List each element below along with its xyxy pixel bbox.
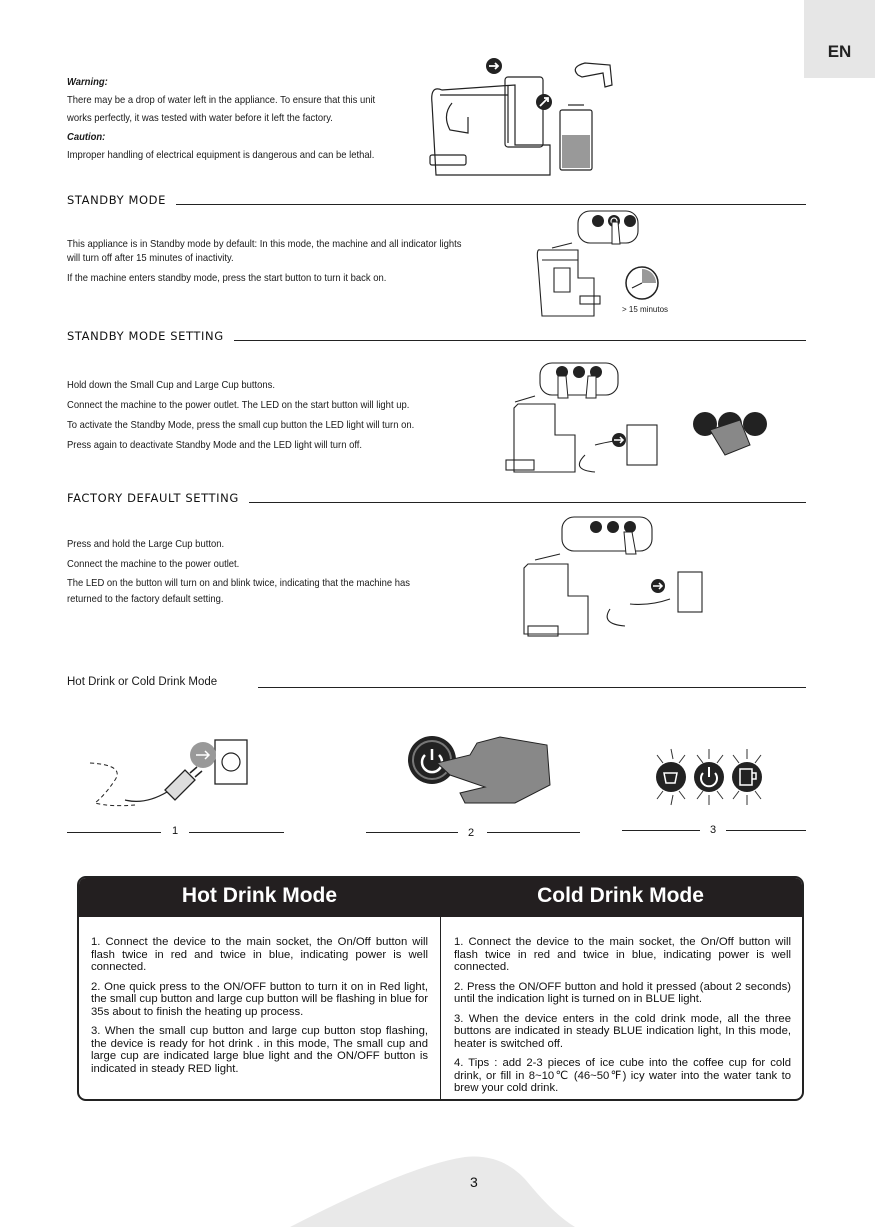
socket-icon bbox=[215, 740, 247, 784]
warning-label: Warning: bbox=[67, 76, 108, 88]
small-cup-icon bbox=[656, 762, 686, 792]
standby-line3: If the machine enters standby mode, press the start button to turn it back on. bbox=[67, 272, 387, 284]
warning-text-line2: works perfectly, it was tested with water before it left the factory. bbox=[67, 112, 333, 124]
factory-title: FACTORY DEFAULT SETTING bbox=[67, 491, 249, 505]
standby-setting-text bbox=[67, 376, 414, 456]
water-tank-illustration bbox=[420, 55, 640, 180]
step3-number: 3 bbox=[710, 824, 717, 836]
hand-icon bbox=[437, 737, 550, 803]
factory-line3: The LED on the button will turn on and blink twice, indicating that the machine has bbox=[67, 577, 411, 589]
step3-rule-left bbox=[622, 830, 700, 831]
factory-line1: Press and hold the Large Cup button. bbox=[67, 538, 225, 550]
clock-icon bbox=[626, 267, 658, 299]
power-icon bbox=[694, 762, 724, 792]
step2-rule-left bbox=[366, 832, 458, 833]
mode-table-divider bbox=[440, 917, 441, 1101]
step1-number: 1 bbox=[172, 825, 179, 837]
arrow-right-icon bbox=[190, 742, 216, 768]
step3-rule-right bbox=[726, 830, 806, 831]
standby-setting-title: STANDBY MODE SETTING bbox=[67, 329, 234, 343]
factory-text bbox=[67, 536, 410, 610]
step2-number: 2 bbox=[468, 827, 475, 839]
standby-setting-line2: Connect the machine to the power outlet. The LED on the start button will light up. bbox=[67, 399, 410, 411]
language-tab bbox=[804, 0, 875, 78]
arrow-up-icon bbox=[536, 94, 552, 110]
cold-step-1: 1. Connect the device to the main socket, the On/Off button will flash twice in red and twice in blue, indicating power is well connected. bbox=[454, 936, 791, 973]
hot-step-2: 2. One quick press to the ON/OFF button to turn it on in Red light, the small cup button and large cup button will be flashing in blue for 35s about to finish the heating up process. bbox=[91, 980, 428, 1018]
factory-line2: Connect the machine to the power outlet. bbox=[67, 557, 240, 570]
caution-text: Improper handling of electrical equipment is dangerous and can be lethal. bbox=[67, 149, 375, 161]
hand-icon bbox=[612, 222, 620, 244]
cold-step-3: 3. When the device enters in the cold drink mode, all the three buttons are indicated in steady BLUE indication light, In this mode, heater is switched off. bbox=[454, 1012, 791, 1050]
warning-text-line1: There may be a drop of water left in the appliance. To ensure that this unit bbox=[67, 94, 376, 106]
step2-press-illustration bbox=[405, 725, 555, 810]
footer-shape bbox=[290, 1155, 590, 1227]
hot-drink-instructions bbox=[91, 936, 428, 1082]
hot-drink-mode-title: Hot Drink Mode bbox=[181, 884, 338, 907]
arrow-right-icon bbox=[486, 58, 502, 74]
small-cup-icon bbox=[592, 215, 604, 227]
standby-title: STANDBY MODE bbox=[67, 193, 176, 207]
standby-setting-line4: Press again to deactivate Standby Mode and the LED light will turn off. bbox=[67, 439, 363, 451]
large-cup-icon bbox=[732, 762, 762, 792]
language-label: EN bbox=[827, 42, 852, 61]
caution-label: Caution: bbox=[67, 131, 106, 143]
hot-step-3: 3. When the small cup button and large cup button stop flashing, the device is ready for hot drink . in this mode, The small cup and large cup are indicated large blue light and the ON/OFF button is indicated in steady RED light. bbox=[91, 1025, 428, 1075]
plug-icon bbox=[165, 767, 202, 800]
hot-step-1: 1. Connect the device to the main socket, the On/Off button will flash twice in red and twice in blue, indicating power is well connected. bbox=[91, 936, 428, 973]
standby-setting-illustration bbox=[500, 360, 790, 485]
hot-cold-rule bbox=[258, 687, 806, 688]
cold-step-4: 4. Tips : add 2-3 pieces of ice cube into the coffee cup for cold drink, or fill in 8~10℃ (46~50℉) icy water into the water tank to brew your cold drink. bbox=[454, 1057, 791, 1094]
cold-drink-mode-title: Cold Drink Mode bbox=[537, 884, 704, 907]
mode-table bbox=[77, 876, 804, 1101]
standby-text bbox=[67, 236, 462, 288]
timer-caption: > 15 minutos bbox=[622, 305, 669, 314]
hot-cold-title: Hot Drink or Cold Drink Mode bbox=[67, 676, 218, 688]
large-cup-icon bbox=[624, 215, 636, 227]
step2-rule-right bbox=[487, 832, 580, 833]
step1-rule-right bbox=[189, 832, 284, 833]
standby-line1: This appliance is in Standby mode by default: In this mode, the machine and all indicator lights bbox=[67, 238, 462, 250]
standby-title-rule bbox=[67, 204, 806, 205]
page-number: 3 bbox=[470, 1174, 478, 1190]
step1-rule-left bbox=[67, 832, 161, 833]
standby-setting-line1: Hold down the Small Cup and Large Cup buttons. bbox=[67, 379, 276, 391]
factory-line4: returned to the factory default setting. bbox=[67, 592, 224, 605]
step3-buttons-illustration bbox=[647, 745, 777, 810]
cold-step-2: 2. Press the ON/OFF button and hold it pressed (about 2 seconds) until the indication light is turned on in BLUE light. bbox=[454, 980, 791, 1005]
standby-line2: will turn off after 15 minutes of inactivity. bbox=[67, 252, 234, 264]
cold-drink-instructions bbox=[454, 936, 791, 1101]
warning-block bbox=[67, 74, 375, 165]
factory-illustration bbox=[510, 514, 710, 654]
standby-setting-line3: To activate the Standby Mode, press the small cup button the LED light will turn on. bbox=[67, 419, 415, 431]
step1-plug-illustration bbox=[85, 735, 255, 815]
